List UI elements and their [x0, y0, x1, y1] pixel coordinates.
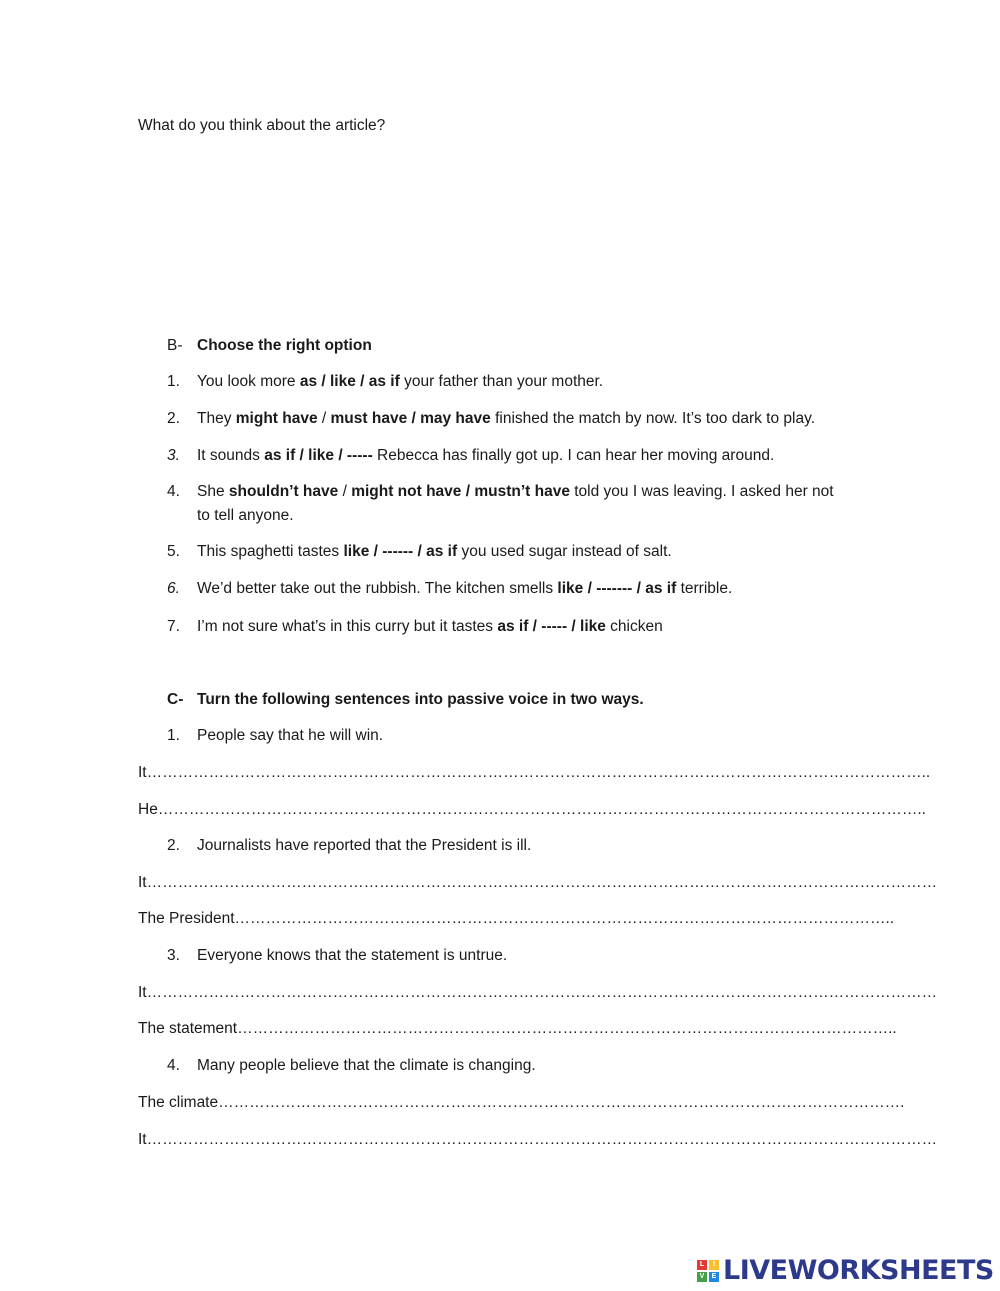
item-text: Everyone knows that the statement is untrue.	[197, 947, 508, 964]
item-number: 2.	[167, 410, 180, 427]
answer-line[interactable]: It……………………………………………………………………………………………………………………………………..	[138, 764, 931, 781]
item-text: She shouldn’t have / might not have / mustn’t have told you I was leaving. I asked her not	[197, 483, 834, 500]
logo-block: V	[697, 1272, 707, 1282]
answer-line[interactable]: He…………………………………………………………………………………………………………………………………..	[138, 801, 926, 818]
logo-blocks-icon	[697, 1260, 719, 1282]
logo-block: L	[697, 1260, 707, 1270]
option-choices[interactable]: as / like / as if	[299, 373, 400, 390]
item-number: 5.	[167, 543, 180, 560]
answer-line[interactable]: The climate…………………………………………………………………………………………………………………….	[138, 1094, 905, 1111]
option-choices[interactable]: like / ------ / as if	[343, 543, 458, 560]
item-text: It sounds as if / like / ----- Rebecca has finally got up. I can hear her moving around.	[197, 447, 775, 464]
item-number: 7.	[167, 618, 180, 635]
item-number: 4.	[167, 1057, 180, 1074]
item-text: We’d better take out the rubbish. The kitchen smells like / ------- / as if terrible.	[197, 580, 733, 597]
intro-question: What do you think about the article?	[138, 117, 386, 134]
item-text-continued: to tell anyone.	[197, 507, 294, 524]
option-choices[interactable]: must have / may have	[330, 410, 491, 427]
item-number: 1.	[167, 727, 180, 744]
option-choices[interactable]: might not have / mustn’t have	[351, 483, 570, 500]
option-choices[interactable]: as if / like / -----	[264, 447, 373, 464]
item-number: 4.	[167, 483, 180, 500]
logo-block: E	[709, 1272, 719, 1282]
answer-line[interactable]: It………………………………………………………………………………………………………………………………………	[138, 1131, 938, 1148]
section-c-title: Turn the following sentences into passive voice in two ways.	[197, 691, 644, 708]
item-text: This spaghetti tastes like / ------ / as if you used sugar instead of salt.	[197, 543, 672, 560]
item-number: 3.	[167, 947, 180, 964]
logo-text: LIVEWORKSHEETS	[723, 1255, 994, 1286]
item-number: 3.	[167, 447, 180, 464]
item-text: They might have / must have / may have finished the match by now. It’s too dark to play.	[197, 410, 816, 427]
option-choice[interactable]: might have	[235, 410, 318, 427]
item-text: You look more as / like / as if your father than your mother.	[197, 373, 604, 390]
answer-line[interactable]: The statement………………………………………………………………………………………………………………..	[138, 1020, 897, 1037]
section-b-title: Choose the right option	[197, 337, 372, 354]
logo-block: I	[709, 1260, 719, 1270]
item-text: Journalists have reported that the President is ill.	[197, 837, 532, 854]
answer-line[interactable]: The President………………………………………………………………………………………………………………..	[138, 910, 895, 927]
answer-line[interactable]: It………………………………………………………………………………………………………………………………………	[138, 984, 938, 1001]
section-b-letter: B-	[167, 337, 183, 354]
option-choices[interactable]: like / ------- / as if	[557, 580, 677, 597]
item-text: I’m not sure what’s in this curry but it tastes as if / ----- / like chicken	[197, 618, 663, 635]
item-number: 1.	[167, 373, 180, 390]
section-c-letter: C-	[167, 691, 184, 708]
liveworksheets-logo	[697, 1255, 994, 1286]
item-number: 6.	[167, 580, 180, 597]
item-text: People say that he will win.	[197, 727, 384, 744]
option-choice[interactable]: shouldn’t have	[228, 483, 339, 500]
option-choices[interactable]: as if / ----- / like	[497, 618, 606, 635]
answer-line[interactable]: It………………………………………………………………………………………………………………………………………	[138, 874, 938, 891]
item-number: 2.	[167, 837, 180, 854]
item-text: Many people believe that the climate is changing.	[197, 1057, 536, 1074]
